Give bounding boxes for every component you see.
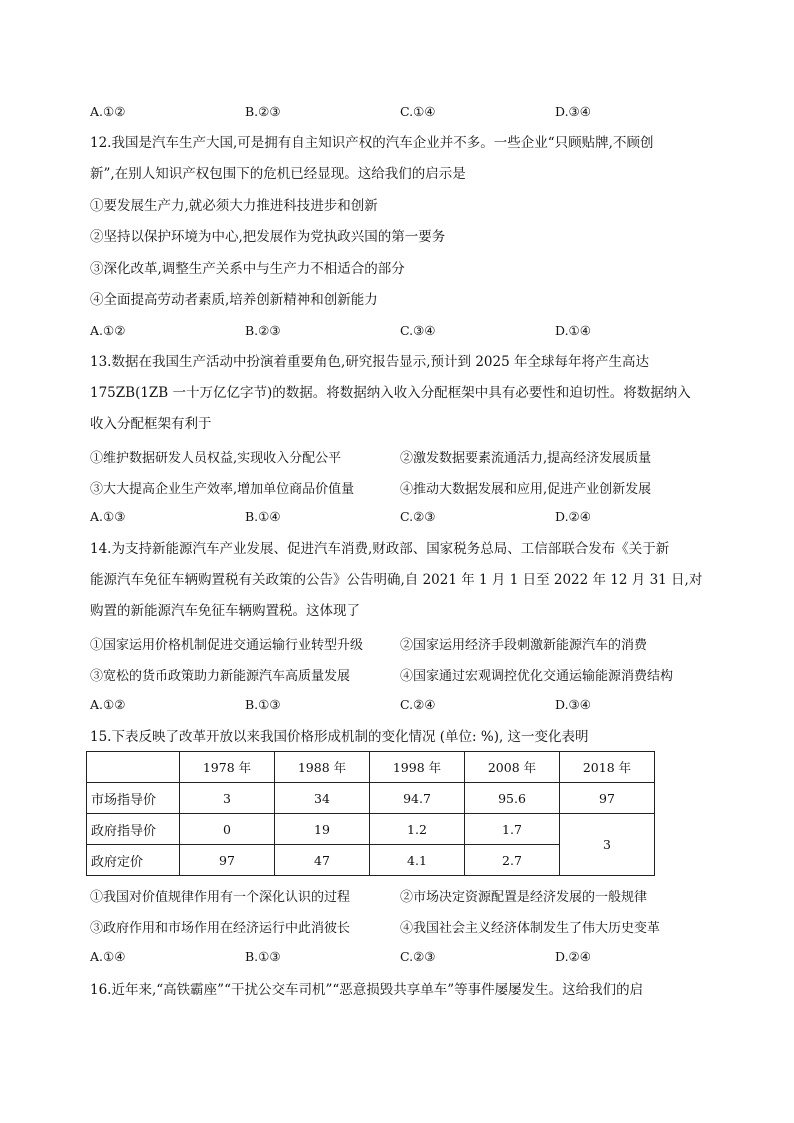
row-label-government-guided: 政府指导价 bbox=[87, 814, 180, 845]
q13-option-b: B.①④ bbox=[245, 509, 281, 524]
q13-items-row-1 bbox=[90, 447, 710, 465]
q16-stem: 16.近年来,“高铁霸座”“干扰公交车司机”“恶意损毁共享单车”等事件屡屡发生。这给我们的启 bbox=[90, 982, 644, 998]
q15-item-2: ②市场决定资源配置是经济发展的一般规律 bbox=[400, 890, 648, 905]
q15-option-d: D.②④ bbox=[555, 949, 591, 964]
q11-option-d: D.③④ bbox=[555, 104, 591, 119]
table-cell: 97 bbox=[180, 845, 275, 876]
q13-stem-line-3: 收入分配框架有利于 bbox=[90, 416, 212, 432]
q15-options bbox=[90, 949, 710, 967]
q12-stem-line-1: 12.我国是汽车生产大国,可是拥有自主知识产权的汽车企业并不多。一些企业“只顾贴牌,不顾创 bbox=[90, 135, 654, 151]
q14-option-a: A.①② bbox=[90, 697, 126, 712]
q15-option-b: B.①③ bbox=[245, 949, 281, 964]
q13-item-4: ④推动大数据发展和应用,促进产业创新发展 bbox=[400, 482, 652, 497]
q12-stem-line-2: 新”,在别人知识产权包围下的危机已经显现。这给我们的启示是 bbox=[90, 166, 466, 182]
q14-stem-line-1: 14.为支持新能源汽车产业发展、促进汽车消费,财政部、国家税务总局、工信部联合发布《关于新 bbox=[90, 541, 670, 557]
q12-option-a: A.①② bbox=[90, 323, 126, 338]
table-cell: 95.6 bbox=[465, 783, 560, 814]
row-label-government-set: 政府定价 bbox=[87, 845, 180, 876]
q15-option-c: C.②③ bbox=[400, 949, 436, 964]
table-corner-cell bbox=[87, 752, 180, 783]
q15-stem: 15.下表反映了改革开放以来我国价格形成机制的变化情况 (单位: %), 这一变化表明 bbox=[90, 729, 589, 745]
table-cell: 97 bbox=[560, 783, 655, 814]
q13-items-row-2 bbox=[90, 478, 710, 496]
table-row bbox=[87, 814, 655, 845]
q14-item-3: ③宽松的货币政策助力新能源汽车高质量发展 bbox=[90, 669, 351, 684]
table-cell-merged: 3 bbox=[560, 814, 655, 876]
table-cell: 1.2 bbox=[370, 814, 465, 845]
q13-item-1: ①维护数据研发人员权益,实现收入分配公平 bbox=[90, 451, 342, 466]
q14-items-row-1 bbox=[90, 634, 710, 652]
q12-item-3: ③深化改革,调整生产关系中与生产力不相适合的部分 bbox=[90, 261, 405, 277]
q14-item-2: ②国家运用经济手段刺激新能源汽车的消费 bbox=[400, 638, 648, 653]
table-year-header: 1998 年 bbox=[370, 752, 465, 783]
table-year-header: 2018 年 bbox=[560, 752, 655, 783]
table-year-header: 1988 年 bbox=[275, 752, 370, 783]
table-cell: 3 bbox=[180, 783, 275, 814]
q13-options bbox=[90, 509, 710, 527]
q14-stem-line-3: 购置的新能源汽车免征车辆购置税。这体现了 bbox=[90, 603, 360, 619]
table-row bbox=[87, 783, 655, 814]
q14-options bbox=[90, 697, 710, 715]
q12-option-c: C.③④ bbox=[400, 323, 436, 338]
q12-option-b: B.②③ bbox=[245, 323, 281, 338]
table-cell: 94.7 bbox=[370, 783, 465, 814]
table-year-header: 2008 年 bbox=[465, 752, 560, 783]
q13-option-c: C.②③ bbox=[400, 509, 436, 524]
table-cell: 19 bbox=[275, 814, 370, 845]
q14-stem-line-2: 能源汽车免征车辆购置税有关政策的公告》公告明确,自 2021 年 1 月 1 日至 2022 年 12 月 31 日,对 bbox=[90, 572, 703, 588]
q13-stem-line-1: 13.数据在我国生产活动中扮演着重要角色,研究报告显示,预计到 2025 年全球每年将产生高达 bbox=[90, 354, 649, 370]
table-cell: 34 bbox=[275, 783, 370, 814]
table-cell: 4.1 bbox=[370, 845, 465, 876]
q15-item-3: ③政府作用和市场作用在经济运行中此消彼长 bbox=[90, 921, 351, 936]
q11-options bbox=[90, 104, 710, 122]
table-year-header: 1978 年 bbox=[180, 752, 275, 783]
q13-item-2: ②激发数据要素流通活力,提高经济发展质量 bbox=[400, 451, 652, 466]
q15-items-row-1 bbox=[90, 886, 710, 904]
q15-option-a: A.①④ bbox=[90, 949, 126, 964]
q12-item-1: ①要发展生产力,就必须大力推进科技进步和创新 bbox=[90, 198, 378, 214]
q14-option-d: D.③④ bbox=[555, 697, 591, 712]
table-cell: 47 bbox=[275, 845, 370, 876]
price-mechanism-table bbox=[86, 751, 655, 876]
q13-option-a: A.①③ bbox=[90, 509, 126, 524]
q14-items-row-2 bbox=[90, 665, 710, 683]
q14-option-c: C.②④ bbox=[400, 697, 436, 712]
q14-item-4: ④国家通过宏观调控优化交通运输能源消费结构 bbox=[400, 669, 674, 684]
q14-option-b: B.①③ bbox=[245, 697, 281, 712]
table-header-row bbox=[87, 752, 655, 783]
q12-option-d: D.①④ bbox=[555, 323, 591, 338]
q11-option-b: B.②③ bbox=[245, 104, 281, 119]
q11-option-a: A.①② bbox=[90, 104, 126, 119]
table-cell: 0 bbox=[180, 814, 275, 845]
q12-item-4: ④全面提高劳动者素质,培养创新精神和创新能力 bbox=[90, 292, 378, 308]
q13-item-3: ③大大提高企业生产效率,增加单位商品价值量 bbox=[90, 482, 355, 497]
q12-options bbox=[90, 323, 710, 341]
q13-stem-line-2: 175ZB(1ZB 一十万亿亿字节)的数据。将数据纳入收入分配框架中具有必要性和迫切性。将数据纳入 bbox=[90, 385, 691, 401]
table-cell: 2.7 bbox=[465, 845, 560, 876]
q14-item-1: ①国家运用价格机制促进交通运输行业转型升级 bbox=[90, 638, 364, 653]
q12-item-2: ②坚持以保护环境为中心,把发展作为党执政兴国的第一要务 bbox=[90, 229, 446, 245]
row-label-market-guided: 市场指导价 bbox=[87, 783, 180, 814]
q11-option-c: C.①④ bbox=[400, 104, 436, 119]
q15-item-1: ①我国对价值规律作用有一个深化认识的过程 bbox=[90, 890, 351, 905]
q15-items-row-2 bbox=[90, 917, 710, 935]
q13-option-d: D.②④ bbox=[555, 509, 591, 524]
q15-item-4: ④我国社会主义经济体制发生了伟大历史变革 bbox=[400, 921, 661, 936]
table-cell: 1.7 bbox=[465, 814, 560, 845]
